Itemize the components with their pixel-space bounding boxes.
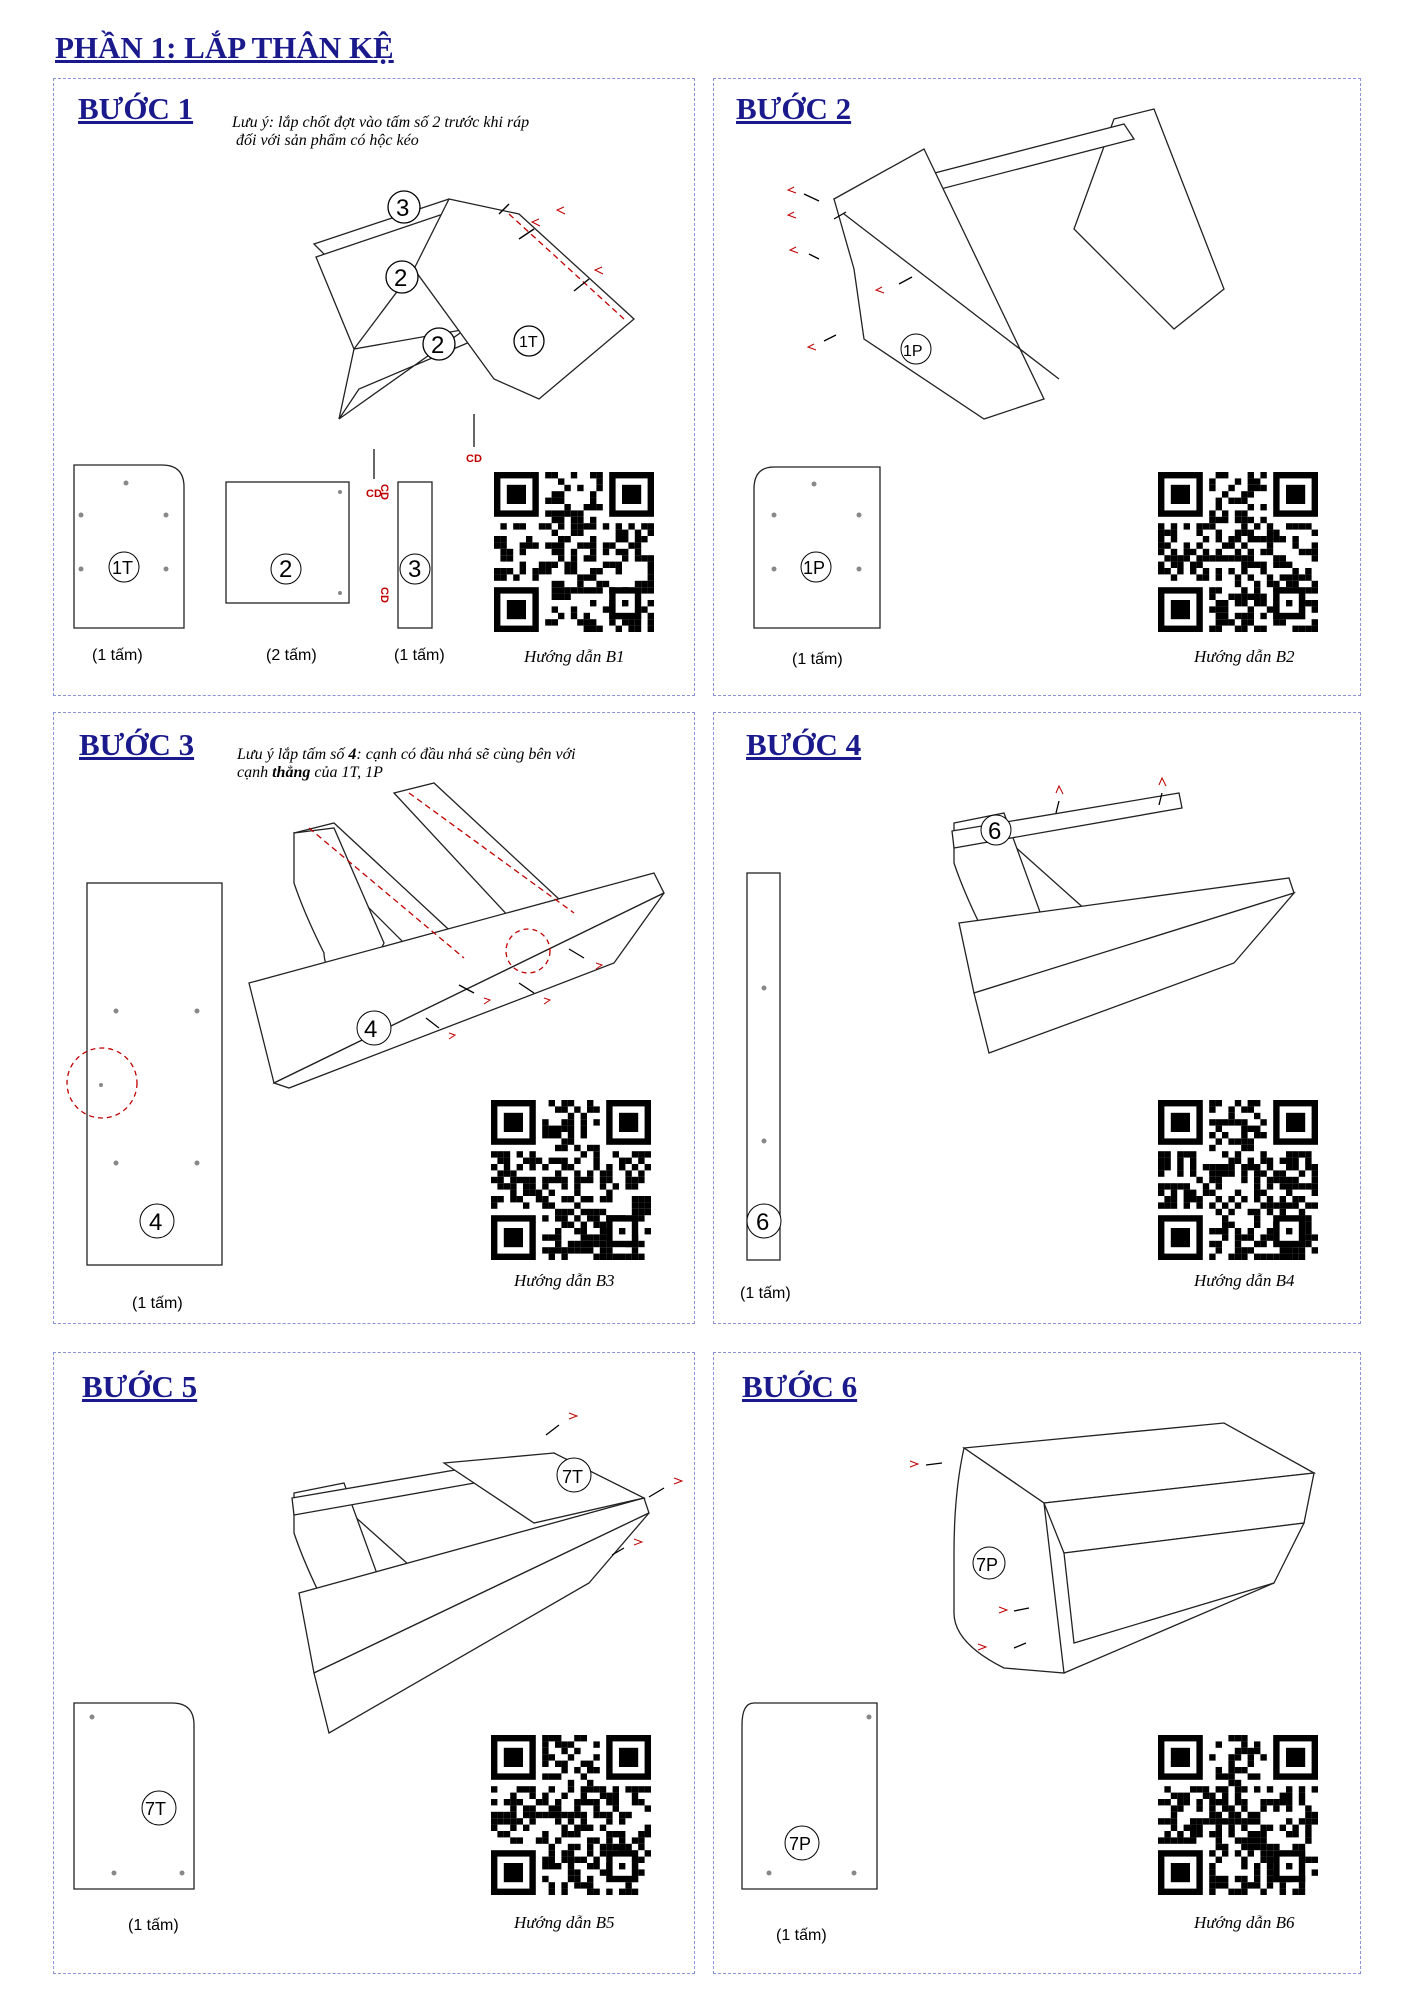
- step-4-heading: BƯỚC 4: [746, 727, 862, 762]
- part-label: 7P: [789, 1834, 812, 1854]
- part-count: (1 tấm): [132, 1295, 183, 1312]
- step-1-note-line2: đối với sản phẩm có hộc kéo: [236, 132, 419, 149]
- part-count: (2 tấm): [266, 647, 317, 664]
- cd-label: CD: [378, 484, 390, 500]
- part-count: (1 tấm): [394, 647, 445, 664]
- guide-caption: Hướng dẫn B4: [1194, 1271, 1295, 1290]
- part-1T-outline: [74, 465, 184, 628]
- assembly-label: 6: [988, 818, 1002, 845]
- step-3-heading: BƯỚC 3: [79, 727, 195, 762]
- part-count: (1 tấm): [792, 651, 843, 668]
- step-2-heading: BƯỚC 2: [736, 91, 852, 126]
- assembly-label: 4: [364, 1016, 378, 1043]
- part-2-outline: [226, 482, 349, 603]
- guide-caption: Hướng dẫn B6: [1194, 1913, 1295, 1932]
- qr-code-icon[interactable]: [1158, 1735, 1318, 1895]
- step-2-panel: [713, 78, 1361, 696]
- note-text: Lưu ý lắp tấm số: [237, 746, 349, 763]
- assembly-label: 1T: [519, 334, 538, 351]
- part-label: 7T: [145, 1799, 167, 1819]
- cd-label: CD: [466, 453, 482, 465]
- step-6-panel: [713, 1352, 1361, 1974]
- part-1P-outline: [754, 467, 880, 628]
- part-label: 6: [756, 1209, 770, 1236]
- step-4-panel: [713, 712, 1361, 1324]
- part-label: 1T: [112, 558, 134, 578]
- part-label: 2: [279, 556, 293, 583]
- note-emphasis: 4: [348, 746, 357, 763]
- part-count: (1 tấm): [128, 1917, 179, 1934]
- part-label: 3: [408, 556, 422, 583]
- part-6-outline: [747, 873, 780, 1260]
- qr-code-icon[interactable]: [491, 1735, 651, 1895]
- cd-label: CD: [366, 488, 382, 500]
- assembly-label: 3: [396, 195, 410, 222]
- note-text: cạnh: [237, 764, 273, 781]
- part-count: (1 tấm): [92, 647, 143, 664]
- part-7P-outline: [742, 1703, 877, 1889]
- assembly-label: 2: [431, 332, 445, 359]
- qr-code-icon[interactable]: [491, 1100, 651, 1260]
- note-emphasis: thẳng: [272, 764, 311, 781]
- assembly-label: 7P: [976, 1555, 999, 1575]
- guide-caption: Hướng dẫn B2: [1194, 647, 1295, 666]
- step-5-panel: [53, 1352, 695, 1974]
- qr-code-icon[interactable]: [494, 472, 654, 632]
- qr-code-icon[interactable]: [1158, 472, 1318, 632]
- note-text: : cạnh có đầu nhá sẽ cùng bên với: [356, 746, 576, 763]
- part-count: (1 tấm): [740, 1285, 791, 1302]
- guide-caption: Hướng dẫn B1: [524, 647, 625, 666]
- part-7T-outline: [74, 1703, 194, 1889]
- step-1-heading: BƯỚC 1: [78, 91, 194, 126]
- page-title: PHẦN 1: LẮP THÂN KỆ: [55, 30, 394, 65]
- note-text: của 1T, 1P: [310, 764, 383, 781]
- qr-code-icon[interactable]: [1158, 1100, 1318, 1260]
- assembly-label: 1P: [903, 343, 923, 360]
- step-1-panel: [53, 78, 695, 696]
- step-1-note-line1: Lưu ý: lắp chốt đợt vào tấm số 2 trước khi ráp: [232, 114, 530, 131]
- step-3-panel: [53, 712, 695, 1324]
- part-label: 1P: [803, 558, 826, 578]
- part-label: 4: [149, 1209, 163, 1236]
- part-count: (1 tấm): [776, 1927, 827, 1944]
- assembly-label: 7T: [562, 1467, 584, 1487]
- guide-caption: Hướng dẫn B5: [514, 1913, 615, 1932]
- guide-caption: Hướng dẫn B3: [514, 1271, 615, 1290]
- step-5-heading: BƯỚC 5: [82, 1369, 198, 1404]
- assembly-label: 2: [394, 265, 408, 292]
- step-6-heading: BƯỚC 6: [742, 1369, 858, 1404]
- cd-label: CD: [378, 587, 390, 603]
